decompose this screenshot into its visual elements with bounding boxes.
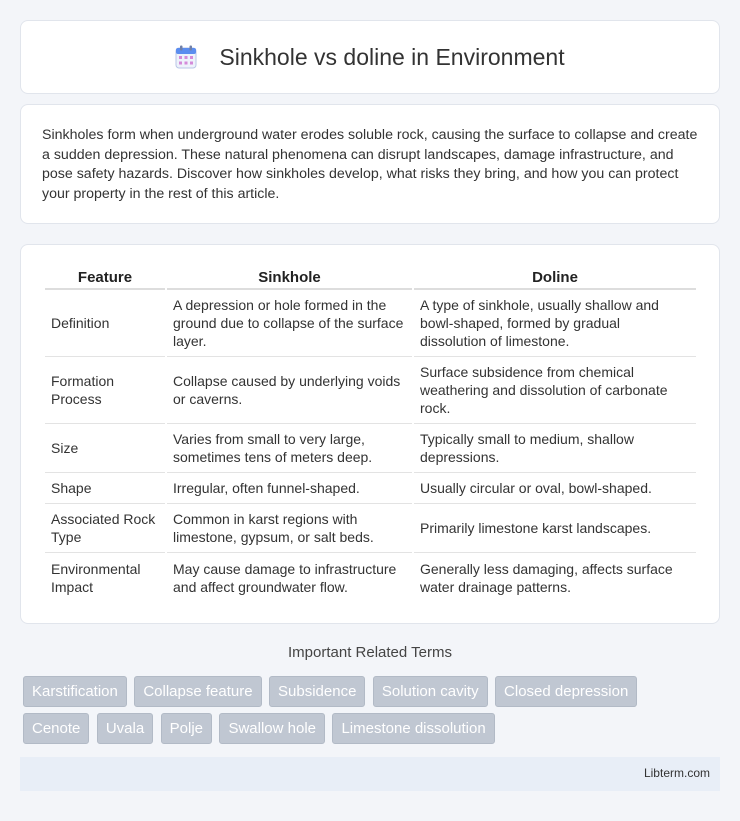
related-term-tag[interactable]: Polje bbox=[161, 713, 212, 744]
row-feature: Formation Process bbox=[45, 357, 165, 424]
row-sinkhole: Collapse caused by underlying voids or caverns. bbox=[167, 357, 412, 424]
row-doline: Surface subsidence from chemical weathering and dissolution of carbonate rock. bbox=[414, 357, 696, 424]
title-card bbox=[20, 20, 720, 94]
header-sinkhole: Sinkhole bbox=[167, 265, 412, 290]
row-doline: Primarily limestone karst landscapes. bbox=[414, 504, 696, 553]
row-feature: Size bbox=[45, 424, 165, 473]
related-term-tag[interactable]: Closed depression bbox=[495, 676, 637, 707]
intro-card bbox=[20, 104, 720, 224]
table-row bbox=[45, 553, 696, 602]
related-term-tag[interactable]: Limestone dissolution bbox=[332, 713, 494, 744]
comparison-table bbox=[43, 265, 698, 602]
related-terms-title: Important Related Terms bbox=[288, 644, 452, 661]
calendar-icon bbox=[175, 45, 197, 69]
comparison-table-card bbox=[20, 244, 720, 624]
header-doline: Doline bbox=[414, 265, 696, 290]
table-row bbox=[45, 504, 696, 553]
table-row bbox=[45, 424, 696, 473]
row-sinkhole: May cause damage to infrastructure and affect groundwater flow. bbox=[173, 560, 397, 595]
row-feature: Shape bbox=[45, 473, 165, 504]
footer bbox=[20, 757, 720, 791]
table-row bbox=[45, 357, 696, 424]
row-doline: Usually circular or oval, bowl-shaped. bbox=[414, 473, 696, 504]
row-sinkhole: A depression or hole formed in the ground due to collapse of the surface layer. bbox=[167, 290, 412, 357]
row-sinkhole: Irregular, often funnel-shaped. bbox=[167, 473, 412, 504]
related-term-tag[interactable]: Uvala bbox=[97, 713, 153, 744]
row-sinkhole: Common in karst regions with limestone, gypsum, or salt beds. bbox=[167, 504, 412, 553]
intro-text: Sinkholes form when underground water erodes soluble rock, causing the surface to collapse and create a sudden depression. These natural phenomena can disrupt landscapes, damage infrastructure, and pose safety hazards. Discover how sinkholes develop, what risks they bring, and how you can protect your property in the rest of this article. bbox=[42, 127, 698, 202]
table-header-row bbox=[45, 265, 696, 290]
row-doline: A type of sinkhole, usually shallow and bowl-shaped, formed by gradual dissolution of limestone. bbox=[414, 290, 696, 357]
row-feature: Environmental Impact bbox=[51, 560, 141, 595]
row-sinkhole: Varies from small to very large, sometimes tens of meters deep. bbox=[167, 424, 412, 473]
page-title: Sinkhole vs doline in Environment bbox=[219, 43, 565, 70]
table-row bbox=[45, 473, 696, 504]
row-feature: Definition bbox=[45, 290, 165, 357]
related-term-tag[interactable]: Karstification bbox=[23, 676, 127, 707]
header-feature: Feature bbox=[45, 265, 165, 290]
table-row bbox=[45, 290, 696, 357]
row-doline: Typically small to medium, shallow depressions. bbox=[414, 424, 696, 473]
related-term-tag[interactable]: Cenote bbox=[23, 713, 89, 744]
footer-site-link[interactable]: Libterm.com bbox=[643, 766, 710, 780]
related-terms-list bbox=[23, 676, 723, 750]
row-doline: Generally less damaging, affects surface water drainage patterns. bbox=[420, 560, 673, 595]
row-feature: Associated Rock Type bbox=[45, 504, 165, 553]
related-term-tag[interactable]: Swallow hole bbox=[219, 713, 325, 744]
related-term-tag[interactable]: Collapse feature bbox=[134, 676, 261, 707]
related-term-tag[interactable]: Solution cavity bbox=[373, 676, 488, 707]
related-term-tag[interactable]: Subsidence bbox=[269, 676, 365, 707]
